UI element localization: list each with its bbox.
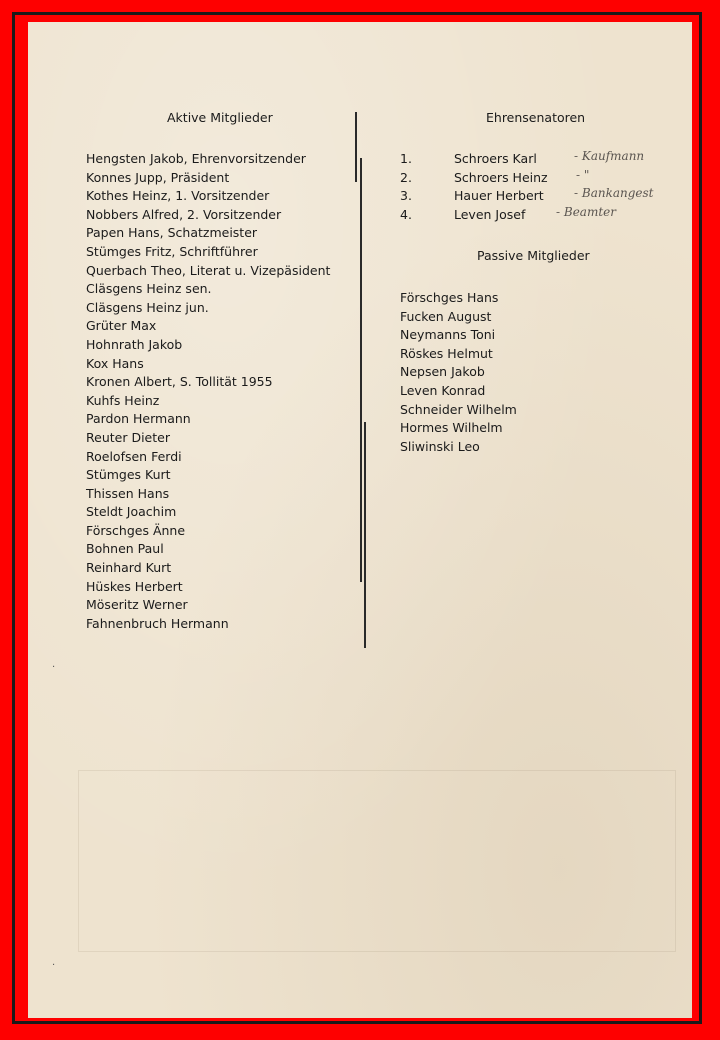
margin-mark: ·	[52, 960, 56, 971]
active-member: Pardon Hermann	[86, 411, 191, 427]
bleed-through-box	[78, 770, 676, 952]
passive-member: Förschges Hans	[400, 290, 499, 305]
senator-number: 3.	[400, 188, 412, 204]
active-member: Hengsten Jakob, Ehrenvorsitzender	[86, 151, 306, 166]
document-page	[28, 22, 692, 1018]
senator-name: Leven Josef	[454, 206, 526, 222]
active-member: Fahnenbruch Hermann	[86, 615, 229, 631]
handwritten-occupation-note: - Beamter	[556, 204, 616, 219]
active-member: Cläsgens Heinz jun.	[86, 299, 209, 315]
column-divider-bottom	[364, 422, 366, 648]
active-member: Querbach Theo, Literat u. Vizepäsident	[86, 262, 331, 278]
senator-name: Schroers Heinz	[454, 169, 548, 185]
active-member: Steldt Joachim	[86, 504, 177, 520]
column-divider-long	[360, 158, 362, 582]
active-member: Cläsgens Heinz sen.	[86, 281, 212, 297]
passive-member: Sliwinski Leo	[400, 438, 480, 454]
passive-members-list	[400, 289, 517, 456]
passive-member: Hormes Wilhelm	[400, 420, 503, 436]
active-member: Konnes Jupp, Präsident	[86, 169, 230, 185]
active-member: Kronen Albert, S. Tollität 1955	[86, 374, 273, 390]
senator-name: Hauer Herbert	[454, 188, 544, 204]
active-member: Nobbers Alfred, 2. Vorsitzender	[86, 206, 282, 222]
active-member: Kuhfs Heinz	[86, 392, 160, 408]
active-members-heading: Aktive Mitglieder	[167, 110, 273, 125]
active-member: Stümges Fritz, Schriftführer	[86, 243, 258, 259]
handwritten-occupation-note: - "	[576, 167, 590, 182]
active-member: Möseritz Werner	[86, 597, 188, 613]
passive-member: Fucken August	[400, 308, 492, 324]
active-member: Förschges Änne	[86, 522, 186, 538]
active-member: Reuter Dieter	[86, 429, 170, 445]
senator-number: 4.	[400, 206, 412, 222]
passive-member: Nepsen Jakob	[400, 364, 485, 380]
active-member: Hüskes Herbert	[86, 578, 183, 594]
column-divider-top	[355, 112, 357, 182]
passive-member: Leven Konrad	[400, 382, 486, 398]
active-member: Stümges Kurt	[86, 467, 171, 483]
active-member: Thissen Hans	[86, 485, 170, 501]
active-member: Bohnen Paul	[86, 541, 164, 557]
senator-number: 2.	[400, 169, 412, 185]
active-member: Reinhard Kurt	[86, 560, 172, 576]
margin-mark: ·	[52, 662, 56, 673]
senator-name: Schroers Karl	[454, 151, 537, 166]
passive-member: Röskes Helmut	[400, 345, 493, 361]
passive-member: Neymanns Toni	[400, 327, 496, 343]
active-member: Kox Hans	[86, 355, 144, 371]
passive-member: Schneider Wilhelm	[400, 401, 517, 417]
senator-number: 1.	[400, 151, 412, 166]
active-member: Grüter Max	[86, 318, 157, 334]
senators-heading: Ehrensenatoren	[486, 110, 586, 125]
handwritten-occupation-note: - Bankangest	[574, 186, 654, 201]
active-member: Kothes Heinz, 1. Vorsitzender	[86, 188, 270, 204]
active-members-list	[86, 150, 330, 633]
handwritten-occupation-note: - Kaufmann	[574, 149, 645, 163]
passive-members-heading: Passive Mitglieder	[477, 248, 590, 263]
active-member: Hohnrath Jakob	[86, 336, 183, 352]
active-member: Papen Hans, Schatzmeister	[86, 225, 258, 241]
active-member: Roelofsen Ferdi	[86, 448, 182, 464]
